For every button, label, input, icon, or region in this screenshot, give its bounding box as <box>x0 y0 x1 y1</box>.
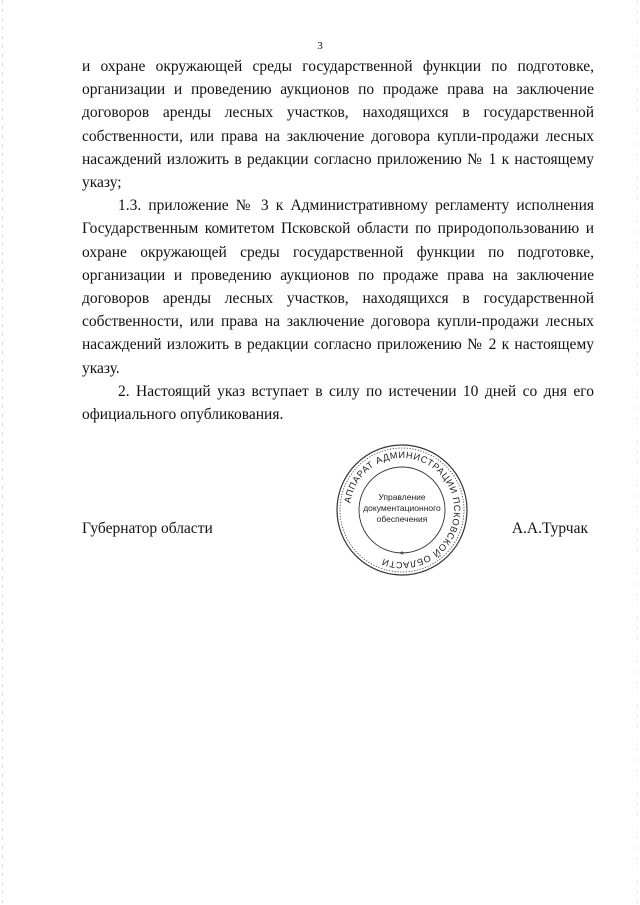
paragraph-item-2: 2. Настоящий указ вступает в силу по истечении 10 дней со дня его официального опубликования. <box>82 382 594 424</box>
seal-ring-text: АППАРАТ АДМИНИСТРАЦИИ ПСКОВСКОЙ ОБЛАСТИ <box>342 449 463 571</box>
document-body <box>82 55 594 426</box>
scan-edge-right <box>637 0 638 905</box>
seal-star: * <box>400 550 404 561</box>
page-number: 3 <box>317 40 323 52</box>
seal-inner-line-2: документационного <box>363 503 441 513</box>
signature-name: А.А.Турчак <box>511 520 588 537</box>
paragraph-item-1-3: 1.3. приложение № 3 к Административному регламенту исполнения Государственным комитетом Псковской области по природопользованию и охране окружающей среды государственной функции по подготовке, организации и проведению аукционов по продаже права на заключение договоров аренды лесных участков, находящихся в государственной собственности, или права на заключение договора купли-продажи лесных насаждений изложить в редакции согласно приложению № 2 к настоящему указу. <box>82 197 594 377</box>
seal-inner-text <box>362 492 442 525</box>
official-seal <box>334 442 470 578</box>
signature-position: Губернатор области <box>82 520 213 537</box>
scan-edge-left <box>2 0 3 905</box>
seal-inner-line-1: Управление <box>378 492 426 502</box>
paragraph-continuation: и охране окружающей среды государственной функции по подготовке, организации и проведению аукционов по продаже права на заключение договоров аренды лесных участков, находящихся в государственной собственности, или права на заключение договора купли-продажи лесных насаждений изложить в редакции согласно приложению № 1 к настоящему указу; <box>82 58 594 192</box>
seal-inner-line-3: обеспечения <box>376 514 428 524</box>
